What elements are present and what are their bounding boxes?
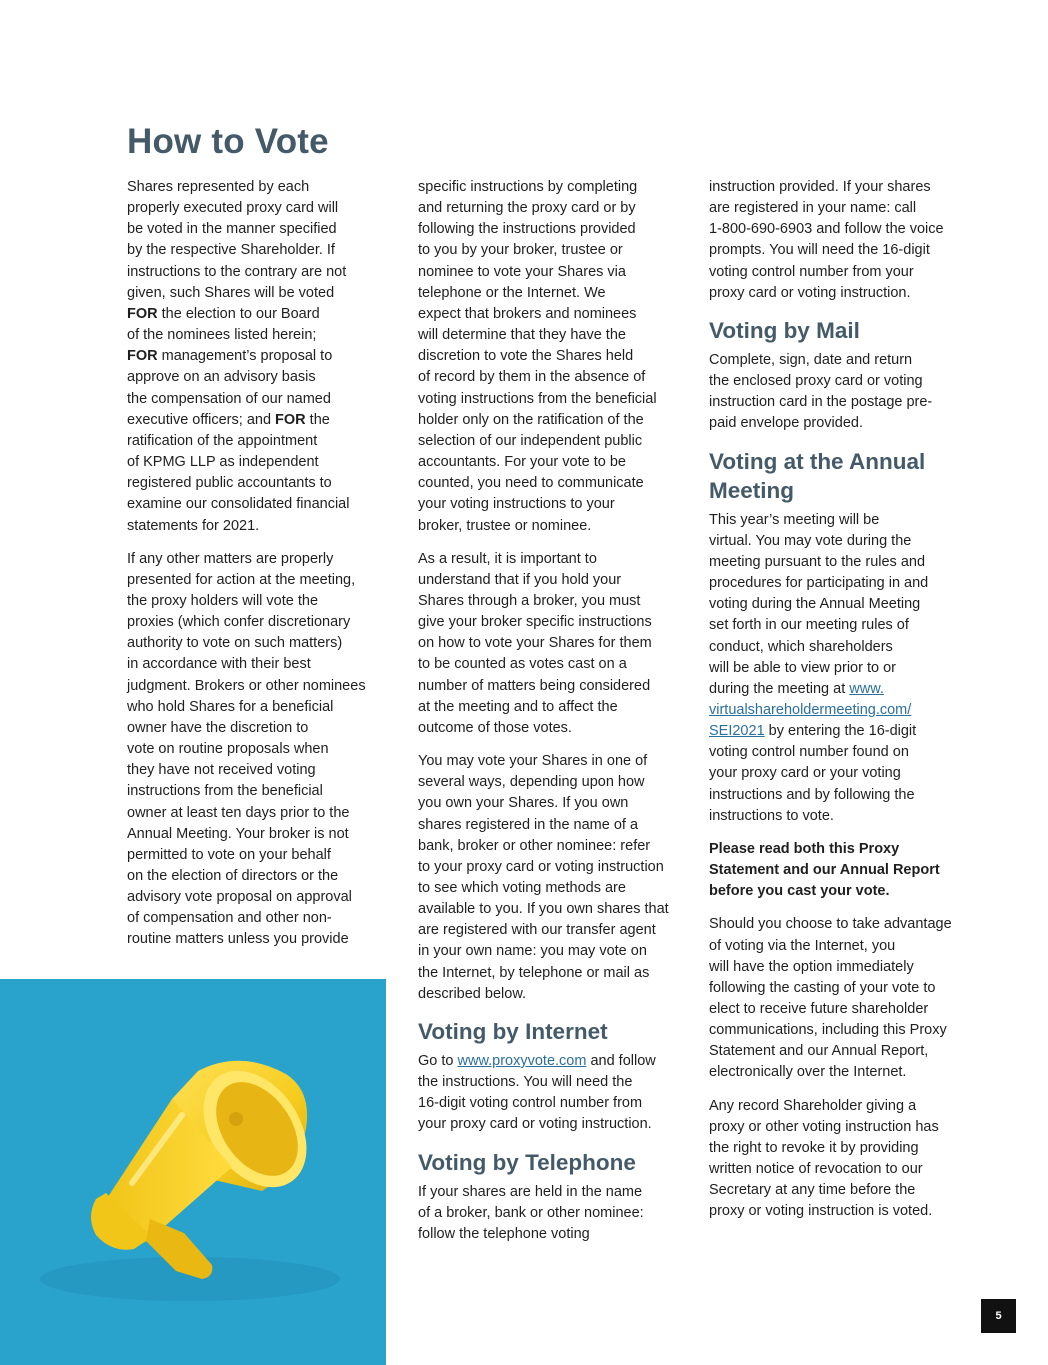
intro-paragraph: Shares represented by each properly executed proxy card will be voted in the manner specified by the respective Shareholder. If instructions to the contrary are not given, such Shares will be voted FOR the election to our Board of the nominees listed herein; FOR management’s proposal to approve on an advisory basis the compensation of our named executive officers; and FOR the ratification of the appointment of KPMG LLP as independent registered public accountants to examine our consolidated financial statements for 2021. [127,179,350,534]
telephone-continued-paragraph: instruction provided. If your shares are registered in your name: call 1-800-690-6903 and follow the voice prompts. You will need the 16-digit voting control number from your proxy card or voting instruction. [709,179,944,301]
mail-paragraph: Complete, sign, date and return the enclosed proxy card or voting instruction card in the postage pre- paid envelope provided. [709,351,933,432]
for-emphasis: FOR [275,411,306,428]
heading-voting-by-internet: Voting by Internet [418,1018,608,1044]
page-title: How to Vote [127,122,329,161]
column-1 [127,177,389,963]
other-matters-paragraph: If any other matters are properly presented for action at the meeting, the proxy holders will vote the proxies (which confer discretionary authority to vote on such matters) in accordance with their best judgment. Brokers or other nominees who hold Shares for a beneficial owner have the discretion to vote on routine proposals when they have not received voting instructions from the beneficial owner at least ten days prior to the Annual Meeting. Your broker is not permitted to vote on your behalf on the election of directors or the advisory vote proposal on approval of compensation and other non- routine matters unless you provide [127,550,366,948]
annual-meeting-paragraph: This year’s meeting will be virtual. You may vote during the meeting pursuant to the rules and procedures for participating in and voting during the Annual Meeting set forth in our meeting rules of conduct, which shareholders will be able to view prior to or during the meeting at www. virtualshareholdermeeting.com/ SEI2021 by entering the 16-digit voting control number found on your proxy card or your voting instructions and by following the instructions to vote. [709,511,929,824]
for-emphasis: FOR [127,348,158,365]
megaphone-icon [0,979,386,1365]
megaphone-image [0,979,386,1365]
for-emphasis: FOR [127,305,158,322]
revocation-paragraph: Any record Shareholder giving a proxy or other voting instruction has the right to revoke it by providing written notice of revocation to our Secretary at any time before the proxy or voting instruction is voted. [709,1097,939,1220]
instructions-paragraph: specific instructions by completing and returning the proxy card or by following the instructions provided to you by your broker, trustee or nominee to vote your Shares via telephone or the Internet. We expect that brokers and nominees will determine that they have the discretion to vote the Shares held of record by them in the absence of voting instructions from the beneficial holder only on the ratification of the selection of our independent public accountants. For your vote to be counted, you need to communicate your voting instructions to your broker, trustee or nominee. [418,179,657,534]
heading-voting-by-mail: Voting by Mail [709,317,860,343]
column-2 [418,177,684,1257]
column-3 [709,177,975,1235]
broker-paragraph: As a result, it is important to understand that if you hold your Shares through a broker, you must give your broker specific instructions on how to vote your Shares for them to be counted as votes cast on a number of matters being considered at the meeting and to affect the outcome of those votes. [418,550,652,736]
read-documents-note: Please read both this Proxy Statement and our Annual Report before you cast your vote. [709,840,940,900]
internet-paragraph: Go to www.proxyvote.com and follow the instructions. You will need the 16-digit voting control number from your proxy card or voting instruction. [418,1052,656,1133]
electronic-delivery-paragraph: Should you choose to take advantage of voting via the Internet, you will have the option immediately following the casting of your vote to elect to receive future shareholder communications, including this Proxy Statement and our Annual Report, electronically over the Internet. [709,916,952,1081]
page-number-badge: 5 [981,1299,1016,1333]
virtual-meeting-link[interactable]: www. virtualshareholdermeeting.com/ SEI2021 [709,680,912,740]
voting-ways-paragraph: You may vote your Shares in one of several ways, depending upon how you own your Shares. If you own shares registered in the name of a bank, broker or other nominee: refer to your proxy card or voting instruction to see which voting methods are available to you. If you own shares that are registered with our transfer agent in your own name: you may vote on the Internet, by telephone or mail as described below. [418,753,669,1002]
telephone-paragraph: If your shares are held in the name of a broker, bank or other nominee: follow the telephone voting [418,1183,644,1242]
heading-voting-by-telephone: Voting by Telephone [418,1149,636,1175]
heading-voting-at-annual-meeting: Voting at the Annual Meeting [709,448,926,503]
proxyvote-link[interactable]: www.proxyvote.com [457,1052,587,1069]
